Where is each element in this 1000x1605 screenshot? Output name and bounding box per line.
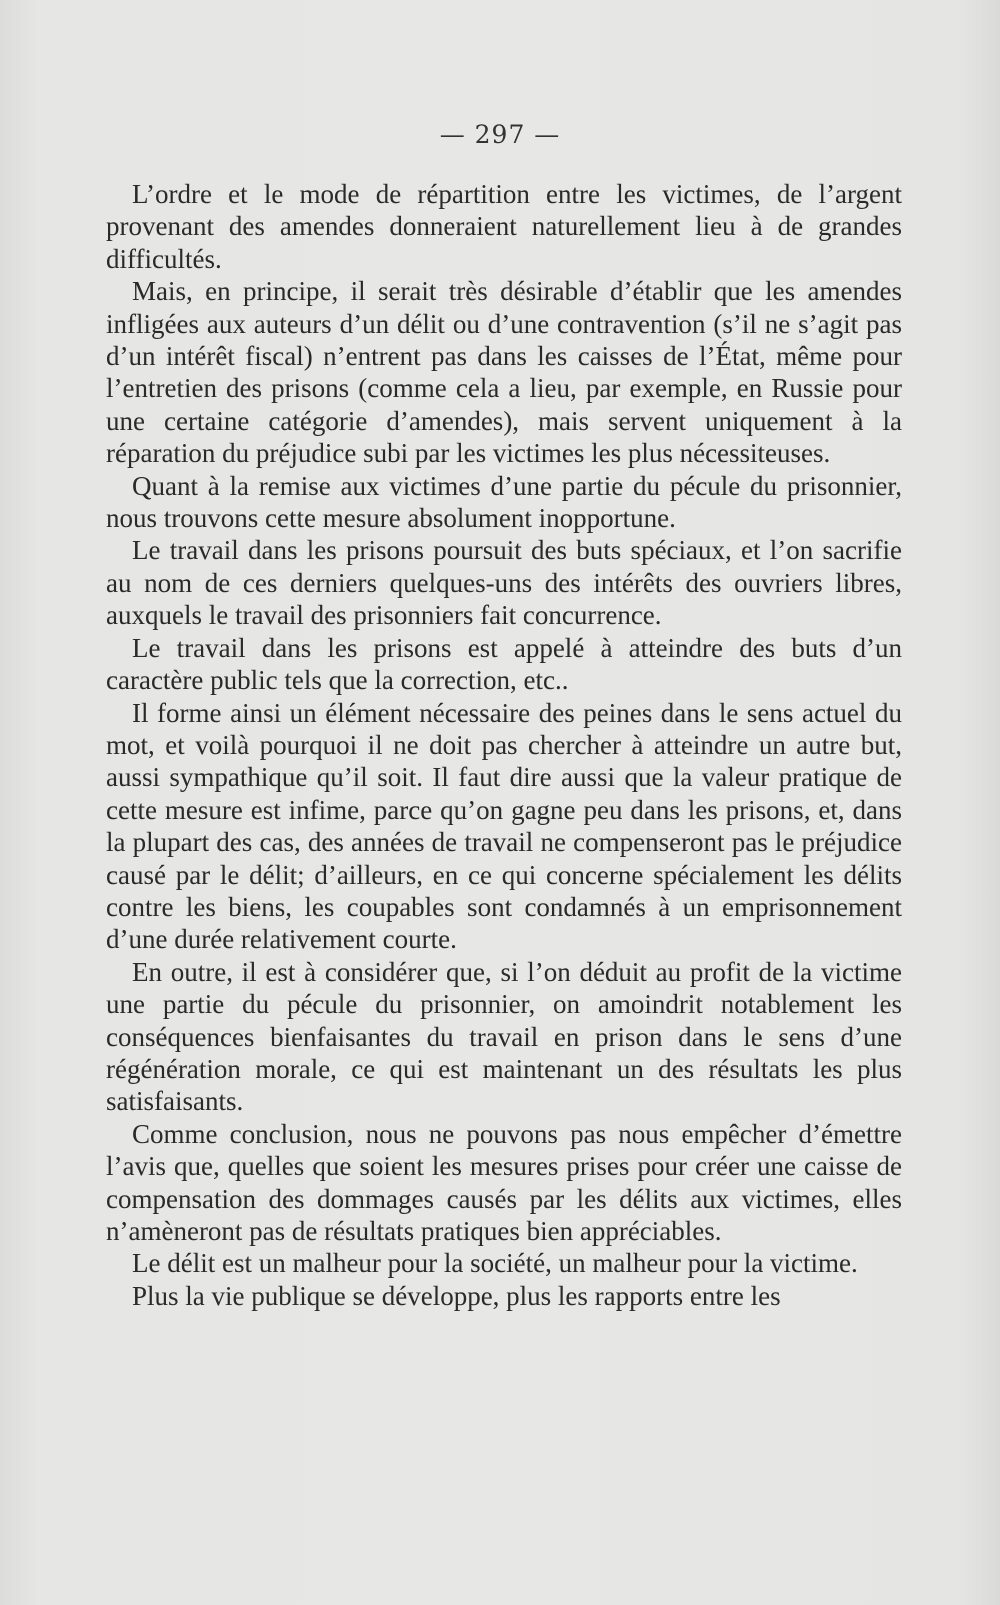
body-text [106, 178, 902, 1312]
paragraph: En outre, il est à considérer que, si l’on déduit au profit de la victime une partie du pécule du prisonnier, on amoindrit notablement les conséquences bienfaisantes du travail en prison dans le sens d’une régénération morale, ce qui est maintenant un des résultats les plus satisfaisants. [106, 956, 902, 1117]
paragraph: Quant à la remise aux victimes d’une partie du pécule du prisonnier, nous trouvons cette mesure absolument inopportune. [106, 470, 902, 534]
paragraph: Le délit est un malheur pour la société, un malheur pour la victime. [132, 1248, 858, 1279]
paragraph: L’ordre et le mode de répartition entre les victimes, de l’argent provenant des amendes donneraient naturellement lieu à de grandes difficultés. [106, 179, 902, 274]
paragraph: Plus la vie publique se développe, plus les rapports entre les [132, 1280, 781, 1311]
paragraph: Il forme ainsi un élément nécessaire des peines dans le sens actuel du mot, et voilà pourquoi il ne doit pas chercher à atteindre un autre but, aussi sympathique qu’il soit. Il faut dire aussi que la valeur pratique de cette mesure est infime, parce qu’on gagne peu dans les prisons, et, dans la plupart des cas, des années de travail ne compenseront pas le préjudice causé par le délit; d’ailleurs, en ce qui concerne spécialement les délits contre les biens, les coupables sont condamnés à un emprisonnement d’une durée relativement courte. [106, 697, 902, 955]
paragraph: Comme conclusion, nous ne pouvons pas nous empêcher d’émettre l’avis que, quelles que soient les mesures prises pour créer une caisse de compensation des dommages causés par les délits aux victimes, elles n’amèneront pas de résultats pratiques bien appréciables. [106, 1118, 902, 1246]
paragraph: Le travail dans les prisons est appelé à atteindre des buts d’un caractère public tels que la correction, etc.. [106, 632, 902, 696]
paragraph: Mais, en principe, il serait très désirable d’établir que les amendes infligées aux auteurs d’un délit ou d’une contravention (s’il ne s’agit pas d’un intérêt fiscal) n’entrent pas dans les caisses de l’État, même pour l’entretien des prisons (comme cela a lieu, par exemple, en Russie pour une certaine catégorie d’amendes), mais servent uniquement à la réparation du préjudice subi par les victimes les plus nécessiteuses. [106, 276, 902, 469]
paragraph: Le travail dans les prisons poursuit des buts spéciaux, et l’on sacrifie au nom de ces derniers quelques-uns des intérêts des ouvriers libres, auxquels le travail des prisonniers fait concurrence. [106, 535, 902, 631]
page-number: — 297 — [439, 120, 561, 149]
